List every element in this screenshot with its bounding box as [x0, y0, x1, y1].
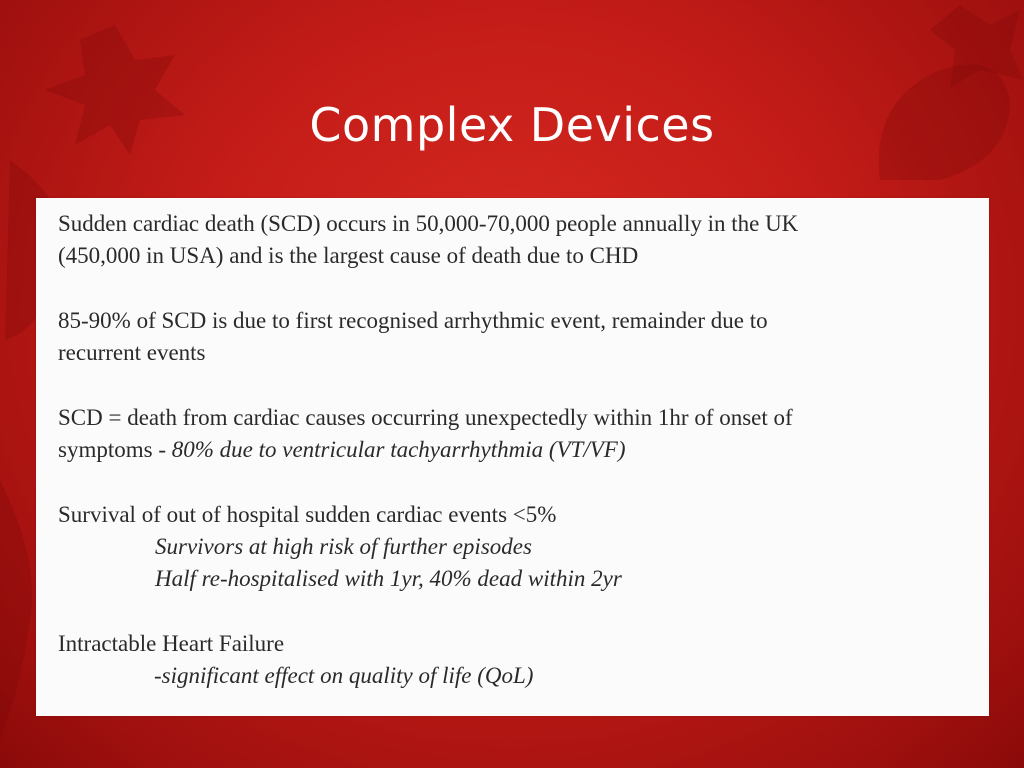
paragraph-scd-definition [58, 402, 959, 466]
paragraph-heart-failure [58, 628, 959, 692]
slide-title: Complex Devices [309, 98, 715, 152]
text-line: recurrent events [58, 340, 206, 365]
sub-point: Half re-hospitalised with 1yr, 40% dead within 2yr [155, 566, 622, 591]
paragraph-scd-cause [58, 305, 959, 369]
leaf-decoration-icon [0, 480, 40, 740]
paragraph-survival [58, 499, 959, 595]
text-line: SCD = death from cardiac causes occurring unexpectedly within 1hr of onset of [58, 405, 793, 430]
text-line: Intractable Heart Failure [58, 631, 285, 656]
text-line: (450,000 in USA) and is the largest cause of death due to CHD [58, 243, 639, 268]
content-text [58, 208, 959, 692]
text-prefix: symptoms - [58, 437, 172, 462]
text-line [58, 434, 959, 466]
leaf-decoration-icon [930, 0, 1024, 90]
sub-point: -significant effect on quality of life (QoL) [154, 663, 534, 688]
text-line: Sudden cardiac death (SCD) occurs in 50,000-70,000 people annually in the UK [58, 211, 799, 236]
text-line: Survival of out of hospital sudden cardiac events <5% [58, 502, 557, 527]
italic-note: 80% due to ventricular tachyarrhythmia (VT/VF) [171, 437, 626, 462]
sub-point: Survivors at high risk of further episodes [155, 534, 532, 559]
text-line: 85-90% of SCD is due to first recognised arrhythmic event, remainder due to [58, 308, 768, 333]
paragraph-scd-incidence [58, 208, 959, 272]
content-panel [36, 198, 989, 716]
